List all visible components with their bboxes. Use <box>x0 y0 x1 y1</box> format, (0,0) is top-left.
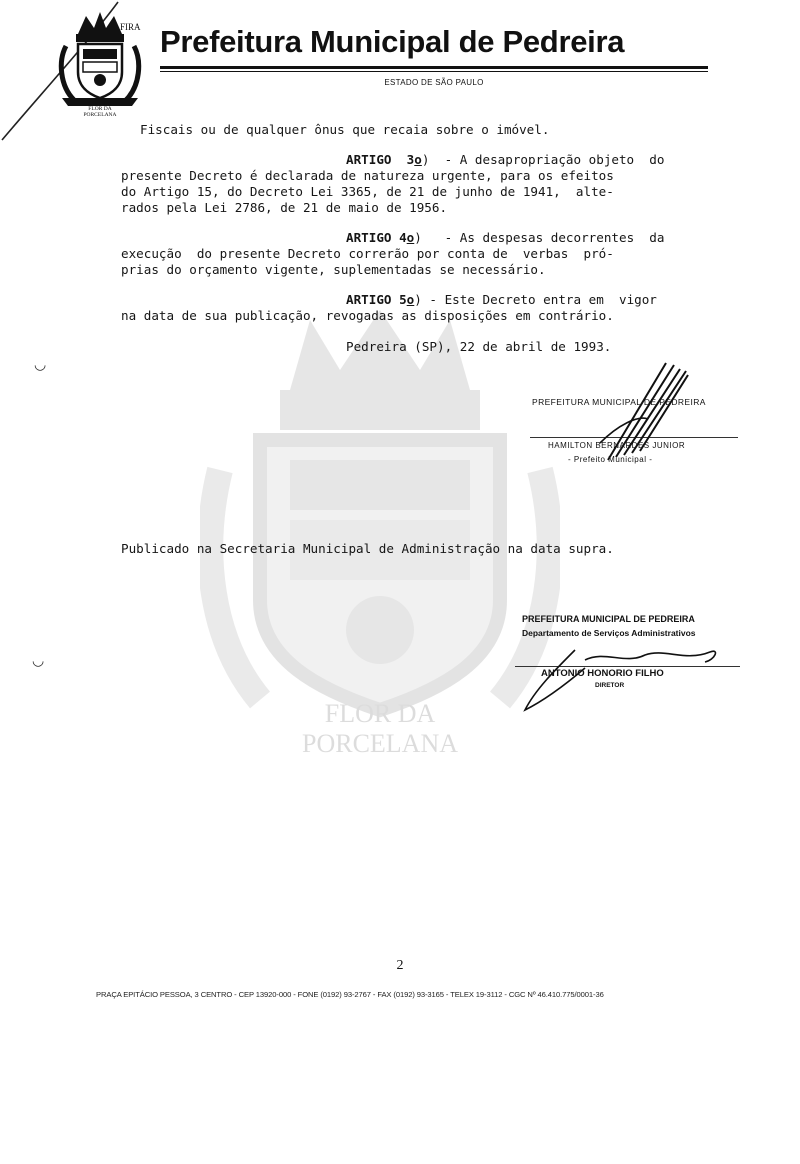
artigo-5-line1 <box>346 292 657 308</box>
artigo-4-line3: prias do orçamento vigente, suplementadas se necessário. <box>121 262 546 277</box>
artigo-4-line2: execução do presente Decreto correrão por conta de verbas pró- <box>121 246 614 261</box>
margin-mark-1: ◡ <box>34 356 47 372</box>
intro-line: Fiscais ou de qualquer ônus que recaia sobre o imóvel. <box>140 122 550 137</box>
artigo-5-text: ) - Este Decreto entra em vigor <box>414 292 657 307</box>
artigo-5-ordinal: o <box>406 292 415 307</box>
footer-address: PRAÇA EPITÁCIO PESSOA, 3 CENTRO - CEP 13920-000 - FONE (0192) 93-2767 - FAX (0192) 93-3165 - TELEX 19-3112 - CGC Nº 46.410.775/0001-36 <box>96 990 604 999</box>
artigo-3-text: ) - A desapropriação objeto do <box>421 152 665 167</box>
state-subtitle: ESTADO DE SÃO PAULO <box>384 78 484 87</box>
artigo-3-line1 <box>346 152 664 168</box>
mayor-signature-block <box>528 355 738 475</box>
crest-top-text: FIRA <box>120 22 141 32</box>
watermark-line2: PORCELANA <box>301 729 459 758</box>
artigo-4-text: ) - As despesas decorrentes da <box>414 230 665 245</box>
mayor-title: - Prefeito Municipal - <box>568 455 653 464</box>
coat-of-arms-icon <box>56 6 144 118</box>
artigo-4-line1 <box>346 230 664 246</box>
artigo-5-line2: na data de sua publicação, revogadas as disposições em contrário. <box>121 308 614 323</box>
page-number: 2 <box>396 958 404 973</box>
page-title: Prefeitura Municipal de Pedreira <box>160 24 625 59</box>
artigo-4-label: ARTIGO 4 <box>346 230 407 245</box>
artigo-3-line3: do Artigo 15, do Decreto Lei 3365, de 21 de junho de 1941, alte- <box>121 184 614 199</box>
mayor-org: PREFEITURA MUNICIPAL DE PEDREIRA <box>532 397 706 407</box>
artigo-5-label: ARTIGO 5 <box>346 292 407 307</box>
crest-motto-line1: FLOR DA <box>88 106 112 112</box>
artigo-3-label: ARTIGO 3 <box>346 152 415 167</box>
date-line: Pedreira (SP), 22 de abril de 1993. <box>346 339 612 354</box>
director-title: DIRETOR <box>595 682 625 689</box>
artigo-4-ordinal: o <box>406 230 415 245</box>
director-org: PREFEITURA MUNICIPAL DE PEDREIRA <box>522 614 695 624</box>
mayor-name: HAMILTON BERNARDES JUNIOR <box>548 441 686 450</box>
watermark-line1: FLOR DA <box>324 699 436 728</box>
published-line: Publicado na Secretaria Municipal de Administração na data supra. <box>121 541 614 556</box>
director-handwritten-signature-icon <box>515 630 740 715</box>
header-rule-thick <box>160 66 708 69</box>
artigo-3-ordinal: o <box>414 152 422 167</box>
watermark-crest-icon <box>200 300 560 760</box>
director-department: Departamento de Serviços Administrativos <box>522 628 696 638</box>
header-rule-thin <box>160 71 708 72</box>
crest-motto-line2: PORCELANA <box>83 112 117 118</box>
mayor-handwritten-signature-icon <box>588 355 698 465</box>
artigo-3-line4: rados pela Lei 2786, de 21 de maio de 1956. <box>121 200 448 215</box>
director-signature-block <box>515 610 740 715</box>
artigo-3-line2: presente Decreto é declarada de natureza urgente, para os efeitos <box>121 168 614 183</box>
director-name: ANTONIO HONORIO FILHO <box>541 668 664 679</box>
margin-mark-2: ◡ <box>32 652 45 668</box>
